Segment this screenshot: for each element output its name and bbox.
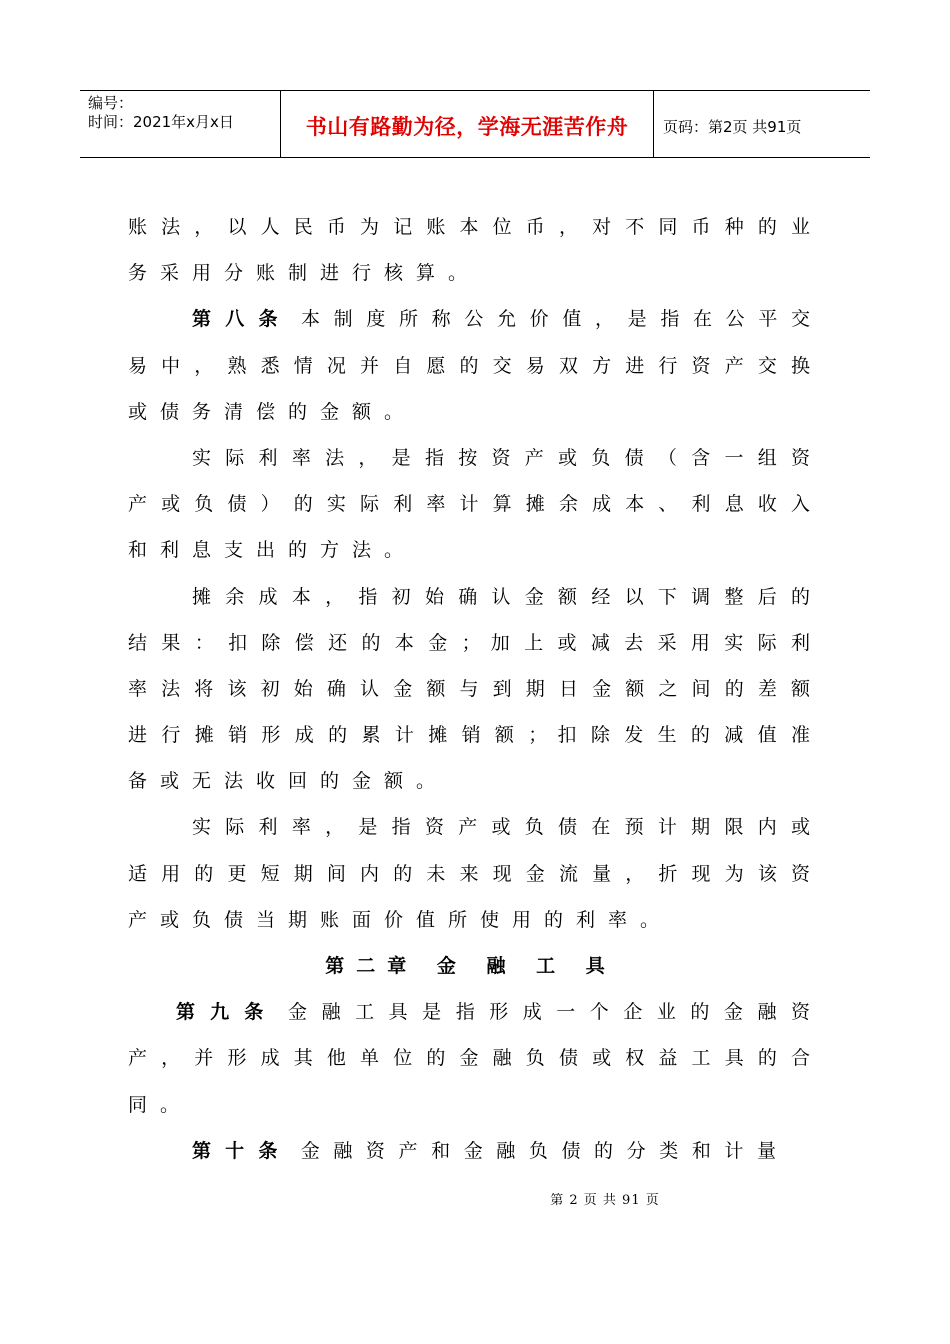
paragraph-text: 或债务清偿的金额。: [128, 400, 417, 423]
article-8-line: [128, 296, 810, 342]
chapter-heading: 第二章 金 融 工 具: [325, 955, 617, 977]
paragraph-text: 摊 余 成 本 ， 指 初 始 确 认 金 额 经 以 下 调 整 后 的: [192, 585, 810, 608]
text-line: [128, 851, 810, 897]
paragraph-text: 进 行 摊 销 形 成 的 累 计 摊 销 额 ； 扣 除 发 生 的 减 值 准: [128, 724, 810, 747]
article-label: 第 八 条: [192, 308, 282, 331]
paragraph-text: [128, 296, 810, 342]
paragraph-text: 同。: [128, 1093, 193, 1116]
article-10-line: [128, 1128, 810, 1174]
text-line: [128, 1082, 810, 1128]
text-line: [128, 758, 810, 804]
number-label: 编号：: [88, 94, 134, 112]
text-line: [128, 343, 810, 389]
article-9-line: [128, 989, 810, 1035]
text-line: [128, 804, 810, 850]
paragraph-text: 产或负债当期账面价值所使用的利率。: [128, 908, 673, 931]
paragraph-text: 结 果 ： 扣 除 偿 还 的 本 金 ； 加 上 或 减 去 采 用 实 际 利: [128, 631, 810, 654]
text-line: [128, 435, 810, 481]
paragraph-text: 易 中 ， 熟 悉 情 况 并 自 愿 的 交 易 双 方 进 行 资 产 交 换: [128, 354, 810, 377]
text-line: [128, 712, 810, 758]
text-line: [128, 666, 810, 712]
text-line: [128, 620, 810, 666]
paragraph-text: 产 或 负 债 ） 的 实 际 利 率 计 算 摊 余 成 本 、 利 息 收 入: [128, 493, 810, 516]
header-page-info: [654, 91, 870, 157]
article-label: 第 十 条: [192, 1139, 282, 1162]
document-body: [128, 204, 810, 1174]
paragraph-text: 适 用 的 更 短 期 间 内 的 未 来 现 金 流 量 ， 折 现 为 该 资: [128, 862, 810, 885]
article-text: 金 融 工 具 是 指 形 成 一 个 企 业 的 金 融 资: [288, 1001, 810, 1024]
article-label: 第 九 条: [176, 1001, 268, 1024]
text-line: [128, 204, 810, 250]
text-line: [128, 250, 810, 296]
paragraph-text: [128, 1128, 810, 1174]
paragraph-text: 实 际 利 率 法 ， 是 指 按 资 产 或 负 债 （ 含 一 组 资: [192, 446, 810, 469]
article-text: 本 制 度 所 称 公 允 价 值 ， 是 指 在 公 平 交: [301, 308, 810, 331]
paragraph-text: 备或无法收回的金额。: [128, 770, 449, 793]
motto-text: 书山有路勤为径，学海无涯苦作舟: [305, 115, 629, 139]
page-info-text: 页码：第2页 共91页: [663, 117, 802, 136]
header-motto-cell: [281, 91, 654, 157]
paragraph-text: 务采用分账制进行核算。: [128, 262, 481, 285]
article-text: 金 融 资 产 和 金 融 负 债 的 分 类 和 计 量: [300, 1139, 776, 1162]
page-header: [80, 90, 870, 158]
text-line: [128, 574, 810, 620]
footer-page-number: 第 2 页 共 91 页: [550, 1193, 660, 1208]
header-meta: [80, 91, 281, 157]
paragraph-text: 率 法 将 该 初 始 确 认 金 额 与 到 期 日 金 额 之 间 的 差 额: [128, 677, 810, 700]
paragraph-text: [128, 989, 810, 1035]
text-line: [128, 527, 810, 573]
paragraph-text: 产 ， 并 形 成 其 他 单 位 的 金 融 负 债 或 权 益 工 具 的 合: [128, 1047, 810, 1070]
text-line: [128, 1035, 810, 1081]
time-label: 时间：2021年x月x日: [88, 113, 234, 131]
text-line: [128, 897, 810, 943]
paragraph-text: 账 法 ， 以 人 民 币 为 记 账 本 位 币 ， 对 不 同 币 种 的 业: [128, 216, 810, 238]
text-line: [128, 481, 810, 527]
page-footer: [0, 1189, 950, 1208]
paragraph-text: 实 际 利 率 ， 是 指 资 产 或 负 债 在 预 计 期 限 内 或: [192, 816, 810, 839]
paragraph-text: 和利息支出的方法。: [128, 539, 417, 562]
text-line: [128, 389, 810, 435]
